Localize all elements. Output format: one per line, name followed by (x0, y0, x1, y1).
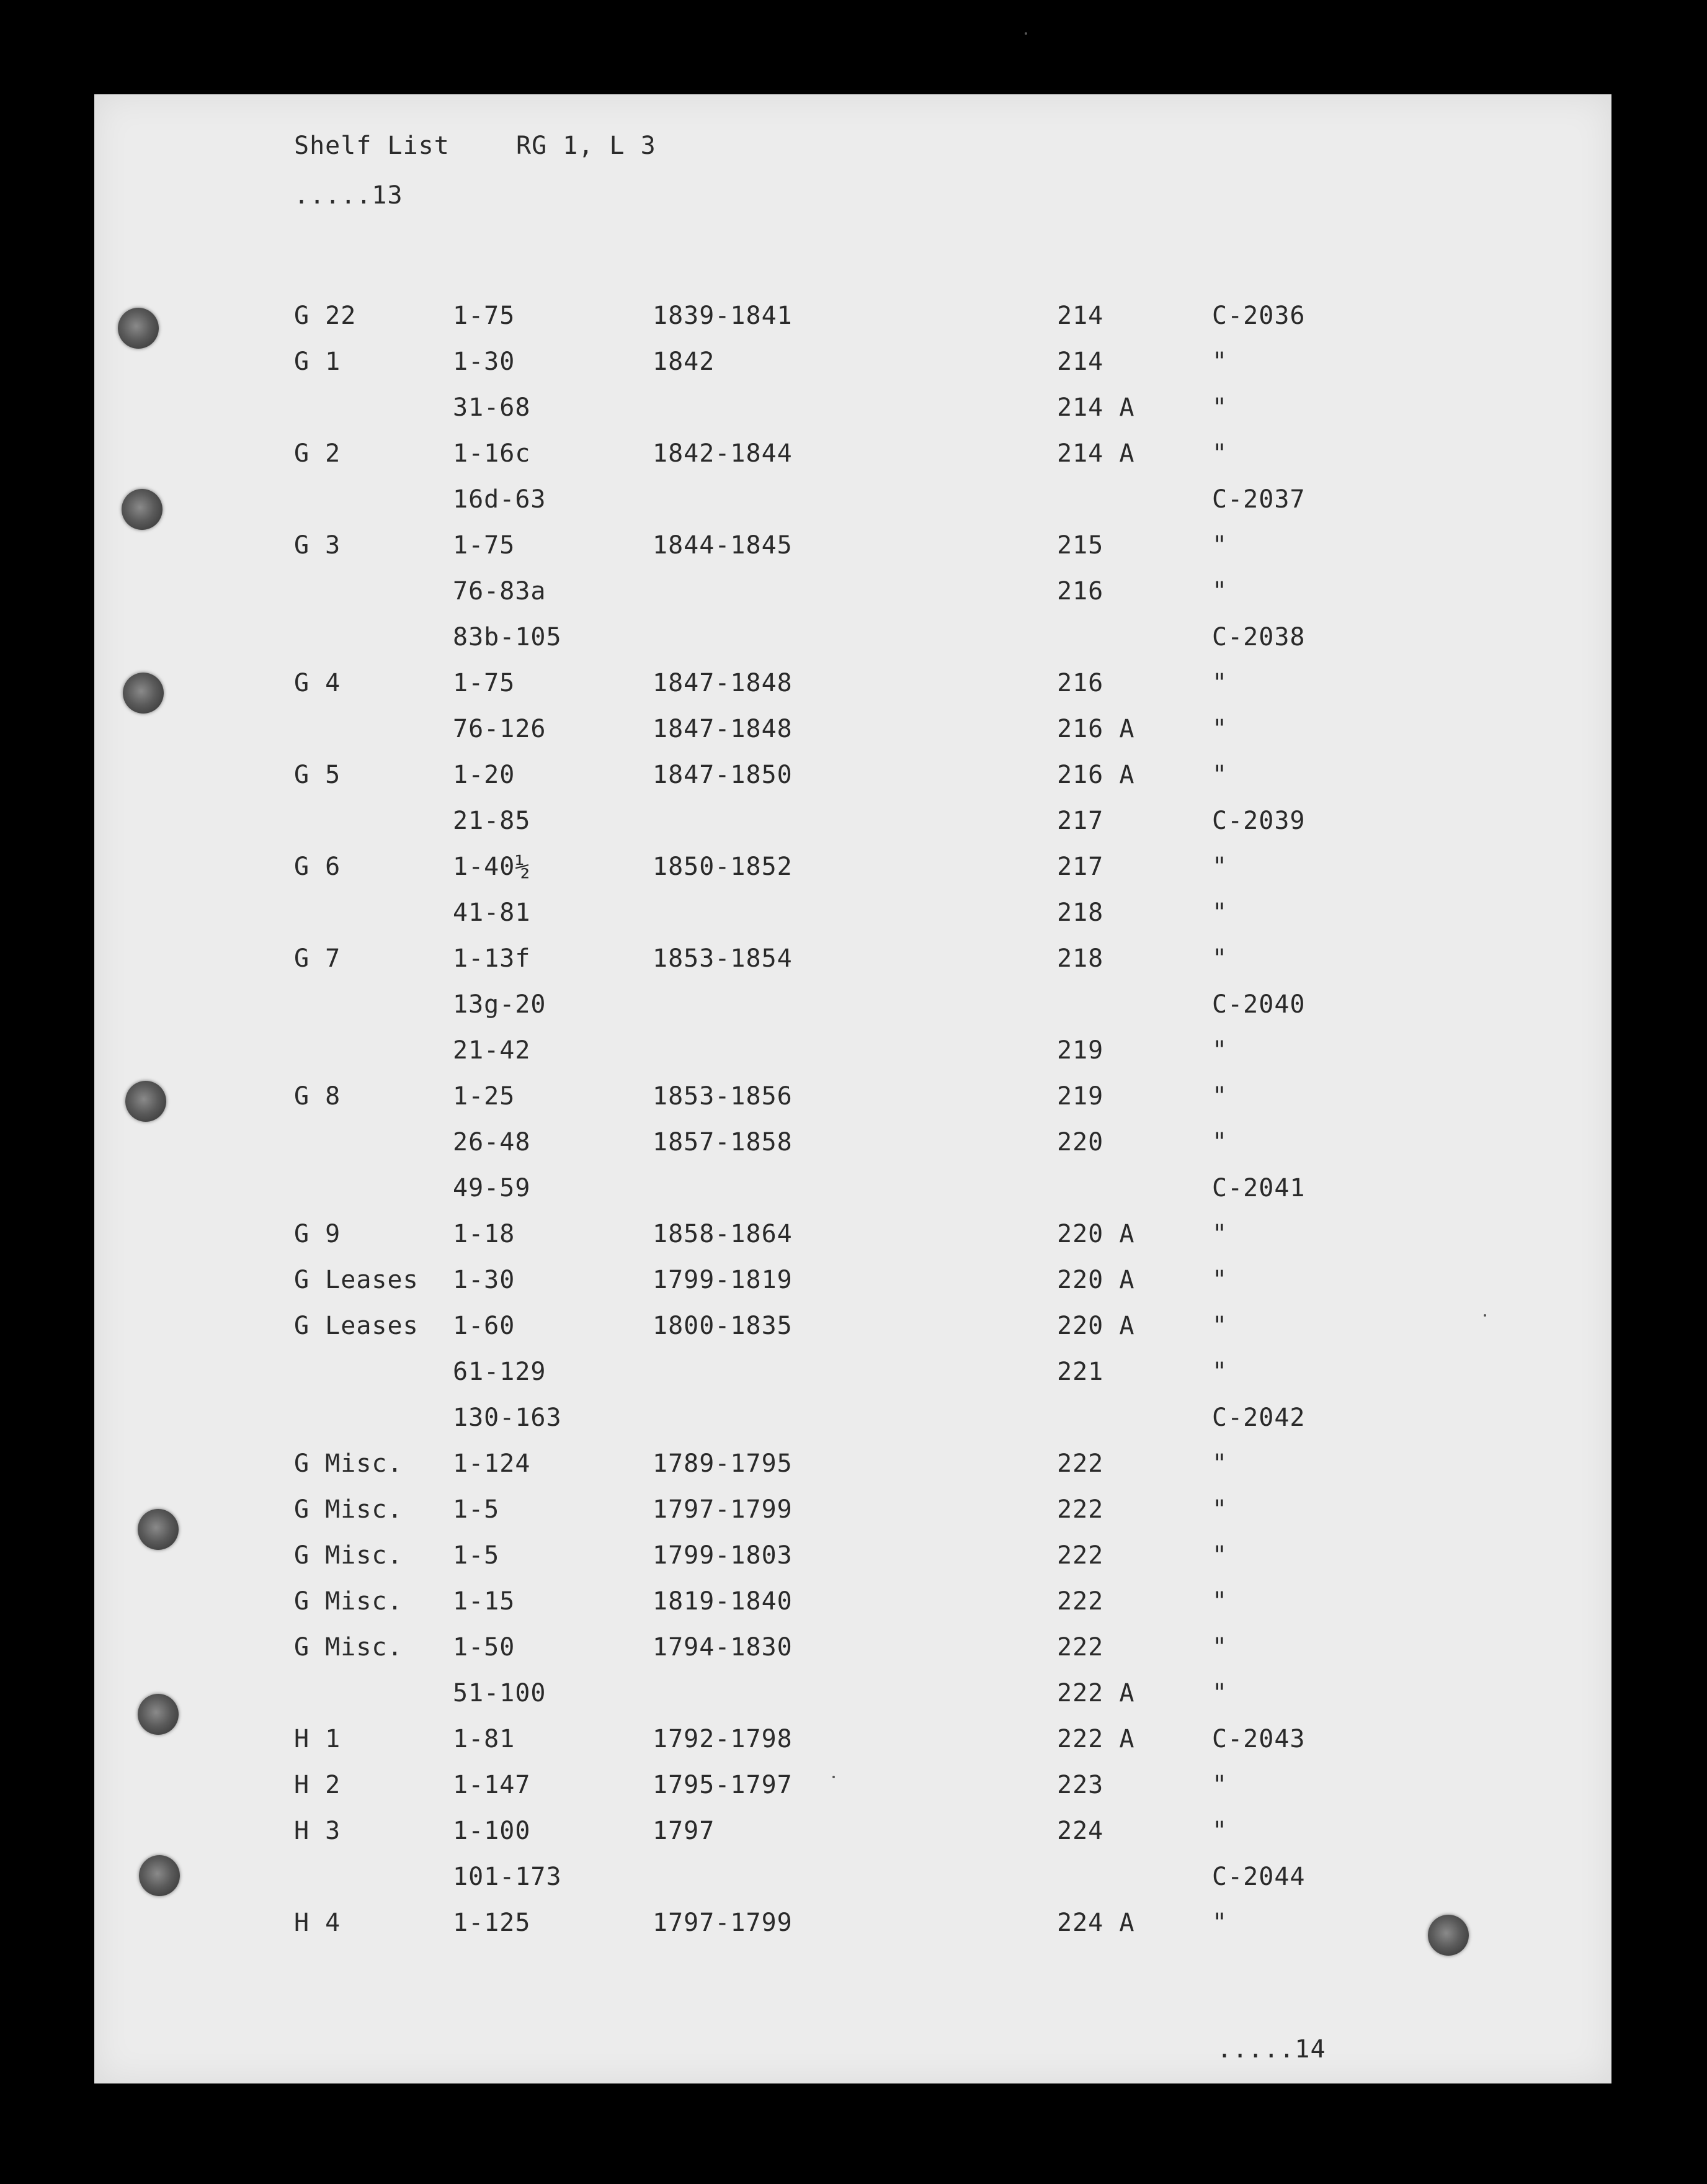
punch-hole (122, 489, 163, 530)
series-cell: G 1 (294, 347, 341, 376)
item-range-cell: 1-15 (453, 1587, 515, 1616)
reel-number-cell: " (1212, 1909, 1228, 1937)
reel-number-cell: " (1212, 1817, 1228, 1845)
date-range-cell: 1857-1858 (653, 1128, 793, 1157)
table-row (294, 614, 1411, 660)
reel-number-cell: " (1212, 1358, 1228, 1386)
date-range-cell: 1844-1845 (653, 531, 793, 560)
continuation-to: .....14 (1217, 2035, 1326, 2064)
item-range-cell: 26-48 (453, 1128, 531, 1157)
item-range-cell: 1-25 (453, 1082, 515, 1111)
record-group-reference: RG 1, L 3 (516, 132, 656, 160)
box-number-cell: 217 (1057, 853, 1104, 881)
table-row (294, 752, 1411, 798)
box-number-cell: 224 A (1057, 1909, 1135, 1937)
date-range-cell: 1789-1795 (653, 1449, 793, 1478)
item-range-cell: 1-5 (453, 1541, 500, 1570)
item-range-cell: 51-100 (453, 1679, 546, 1707)
box-number-cell: 219 (1057, 1082, 1104, 1111)
box-number-cell: 222 A (1057, 1725, 1135, 1753)
item-range-cell: 21-42 (453, 1036, 531, 1065)
series-cell: G Misc. (294, 1587, 403, 1616)
reel-number-cell: " (1212, 898, 1228, 927)
box-number-cell: 220 (1057, 1128, 1104, 1157)
table-row (294, 339, 1411, 385)
item-range-cell: 1-81 (453, 1725, 515, 1753)
reel-number-cell: " (1212, 1312, 1228, 1340)
item-range-cell: 1-30 (453, 347, 515, 376)
series-cell: H 1 (294, 1725, 341, 1753)
reel-number-cell: " (1212, 1449, 1228, 1478)
item-range-cell: 16d-63 (453, 485, 546, 514)
date-range-cell: 1847-1848 (653, 715, 793, 743)
date-range-cell: 1842-1844 (653, 439, 793, 468)
box-number-cell: 224 (1057, 1817, 1104, 1845)
reel-number-cell: C-2043 (1212, 1725, 1306, 1753)
table-row (294, 568, 1411, 614)
date-range-cell: 1799-1819 (653, 1266, 793, 1294)
series-cell: G Leases (294, 1266, 419, 1294)
table-row (294, 385, 1411, 431)
item-range-cell: 1-30 (453, 1266, 515, 1294)
reel-number-cell: C-2040 (1212, 990, 1306, 1019)
item-range-cell: 31-68 (453, 393, 531, 422)
box-number-cell: 219 (1057, 1036, 1104, 1065)
punch-hole (118, 308, 159, 349)
box-number-cell: 220 A (1057, 1220, 1135, 1248)
box-number-cell: 214 A (1057, 439, 1135, 468)
reel-number-cell: C-2039 (1212, 807, 1306, 835)
item-range-cell: 83b-105 (453, 623, 562, 651)
item-range-cell: 1-147 (453, 1771, 531, 1799)
box-number-cell: 215 (1057, 531, 1104, 560)
date-range-cell: 1847-1850 (653, 761, 793, 789)
box-number-cell: 222 (1057, 1495, 1104, 1524)
box-number-cell: 222 (1057, 1587, 1104, 1616)
reel-number-cell: " (1212, 669, 1228, 697)
date-range-cell: 1794-1830 (653, 1633, 793, 1662)
reel-number-cell: " (1212, 1036, 1228, 1065)
table-row (294, 1670, 1411, 1716)
item-range-cell: 1-75 (453, 302, 515, 330)
series-cell: H 4 (294, 1909, 341, 1937)
table-row (294, 1808, 1411, 1854)
date-range-cell: 1797 (653, 1817, 715, 1845)
reel-number-cell: " (1212, 1128, 1228, 1157)
punch-hole (125, 1081, 166, 1122)
reel-number-cell: C-2044 (1212, 1863, 1306, 1891)
date-range-cell: 1799-1803 (653, 1541, 793, 1570)
table-row (294, 1624, 1411, 1670)
date-range-cell: 1800-1835 (653, 1312, 793, 1340)
shelf-list-table (294, 293, 1411, 1946)
reel-number-cell: " (1212, 531, 1228, 560)
item-range-cell: 1-75 (453, 669, 515, 697)
table-row (294, 293, 1411, 339)
series-cell: G 22 (294, 302, 357, 330)
table-row (294, 1441, 1411, 1487)
reel-number-cell: C-2037 (1212, 485, 1306, 514)
table-row (294, 890, 1411, 936)
reel-number-cell: C-2041 (1212, 1174, 1306, 1202)
table-row (294, 431, 1411, 477)
punch-hole (123, 673, 164, 714)
table-row (294, 1349, 1411, 1395)
item-range-cell: 41-81 (453, 898, 531, 927)
date-range-cell: 1858-1864 (653, 1220, 793, 1248)
reel-number-cell: " (1212, 439, 1228, 468)
date-range-cell: 1853-1856 (653, 1082, 793, 1111)
date-range-cell: 1853-1854 (653, 944, 793, 973)
box-number-cell: 216 A (1057, 761, 1135, 789)
item-range-cell: 49-59 (453, 1174, 531, 1202)
date-range-cell: 1797-1799 (653, 1909, 793, 1937)
table-row (294, 798, 1411, 844)
series-cell: G Misc. (294, 1633, 403, 1662)
table-row (294, 844, 1411, 890)
box-number-cell: 217 (1057, 807, 1104, 835)
reel-number-cell: C-2042 (1212, 1403, 1306, 1432)
date-range-cell: 1839-1841 (653, 302, 793, 330)
table-row (294, 1027, 1411, 1073)
series-cell: G Misc. (294, 1495, 403, 1524)
table-row (294, 1073, 1411, 1119)
reel-number-cell: " (1212, 347, 1228, 376)
item-range-cell: 76-83a (453, 577, 546, 606)
date-range-cell: 1795-1797 (653, 1771, 793, 1799)
series-cell: G 2 (294, 439, 341, 468)
series-cell: H 3 (294, 1817, 341, 1845)
box-number-cell: 214 (1057, 347, 1104, 376)
table-row (294, 1165, 1411, 1211)
item-range-cell: 21-85 (453, 807, 531, 835)
item-range-cell: 1-13f (453, 944, 531, 973)
reel-number-cell: " (1212, 1633, 1228, 1662)
series-cell: G 6 (294, 853, 341, 881)
reel-number-cell: " (1212, 1220, 1228, 1248)
series-cell: G 3 (294, 531, 341, 560)
reel-number-cell: " (1212, 853, 1228, 881)
item-range-cell: 130-163 (453, 1403, 562, 1432)
series-cell: H 2 (294, 1771, 341, 1799)
reel-number-cell: " (1212, 1771, 1228, 1799)
table-row (294, 477, 1411, 522)
speck (1484, 1314, 1486, 1317)
box-number-cell: 214 (1057, 302, 1104, 330)
table-row (294, 1854, 1411, 1900)
table-row (294, 1487, 1411, 1533)
date-range-cell: 1847-1848 (653, 669, 793, 697)
box-number-cell: 218 (1057, 898, 1104, 927)
reel-number-cell: C-2036 (1212, 302, 1306, 330)
table-row (294, 936, 1411, 982)
item-range-cell: 1-124 (453, 1449, 531, 1478)
table-row (294, 1395, 1411, 1441)
item-range-cell: 1-50 (453, 1633, 515, 1662)
table-row (294, 1303, 1411, 1349)
date-range-cell: 1797-1799 (653, 1495, 793, 1524)
table-row (294, 1533, 1411, 1578)
box-number-cell: 223 (1057, 1771, 1104, 1799)
continuation-from: .....13 (294, 181, 403, 210)
box-number-cell: 221 (1057, 1358, 1104, 1386)
reel-number-cell: " (1212, 577, 1228, 606)
box-number-cell: 216 (1057, 577, 1104, 606)
box-number-cell: 216 (1057, 669, 1104, 697)
reel-number-cell: " (1212, 715, 1228, 743)
item-range-cell: 1-20 (453, 761, 515, 789)
table-row (294, 522, 1411, 568)
box-number-cell: 222 (1057, 1633, 1104, 1662)
item-range-cell: 1-40½ (453, 853, 531, 881)
box-number-cell: 220 A (1057, 1312, 1135, 1340)
series-cell: G Misc. (294, 1541, 403, 1570)
reel-number-cell: " (1212, 1266, 1228, 1294)
date-range-cell: 1819-1840 (653, 1587, 793, 1616)
box-number-cell: 222 A (1057, 1679, 1135, 1707)
box-number-cell: 214 A (1057, 393, 1135, 422)
series-cell: G 8 (294, 1082, 341, 1111)
table-row (294, 1257, 1411, 1303)
reel-number-cell: " (1212, 1541, 1228, 1570)
reel-number-cell: C-2038 (1212, 623, 1306, 651)
series-cell: G 4 (294, 669, 341, 697)
punch-hole (138, 1694, 179, 1735)
item-range-cell: 13g-20 (453, 990, 546, 1019)
punch-hole (1428, 1915, 1469, 1956)
reel-number-cell: " (1212, 761, 1228, 789)
series-cell: G Leases (294, 1312, 419, 1340)
table-row (294, 1211, 1411, 1257)
table-row (294, 982, 1411, 1027)
date-range-cell: 1850-1852 (653, 853, 793, 881)
item-range-cell: 61-129 (453, 1358, 546, 1386)
punch-hole (138, 1509, 179, 1550)
item-range-cell: 1-5 (453, 1495, 500, 1524)
box-number-cell: 220 A (1057, 1266, 1135, 1294)
item-range-cell: 1-16c (453, 439, 531, 468)
document-page (94, 94, 1611, 2083)
table-row (294, 1900, 1411, 1946)
series-cell: G Misc. (294, 1449, 403, 1478)
table-row (294, 660, 1411, 706)
series-cell: G 5 (294, 761, 341, 789)
table-row (294, 1578, 1411, 1624)
reel-number-cell: " (1212, 944, 1228, 973)
date-range-cell: 1792-1798 (653, 1725, 793, 1753)
table-row (294, 1119, 1411, 1165)
series-cell: G 7 (294, 944, 341, 973)
date-range-cell: 1842 (653, 347, 715, 376)
item-range-cell: 1-60 (453, 1312, 515, 1340)
reel-number-cell: " (1212, 393, 1228, 422)
item-range-cell: 1-18 (453, 1220, 515, 1248)
punch-hole (139, 1855, 180, 1896)
table-row (294, 706, 1411, 752)
shelf-list-title: Shelf List (294, 132, 450, 160)
reel-number-cell: " (1212, 1082, 1228, 1111)
speck (1025, 32, 1027, 35)
reel-number-cell: " (1212, 1495, 1228, 1524)
reel-number-cell: " (1212, 1679, 1228, 1707)
reel-number-cell: " (1212, 1587, 1228, 1616)
table-row (294, 1762, 1411, 1808)
item-range-cell: 101-173 (453, 1863, 562, 1891)
item-range-cell: 1-100 (453, 1817, 531, 1845)
item-range-cell: 76-126 (453, 715, 546, 743)
box-number-cell: 216 A (1057, 715, 1135, 743)
table-row (294, 1716, 1411, 1762)
box-number-cell: 222 (1057, 1541, 1104, 1570)
box-number-cell: 218 (1057, 944, 1104, 973)
item-range-cell: 1-75 (453, 531, 515, 560)
item-range-cell: 1-125 (453, 1909, 531, 1937)
box-number-cell: 222 (1057, 1449, 1104, 1478)
series-cell: G 9 (294, 1220, 341, 1248)
